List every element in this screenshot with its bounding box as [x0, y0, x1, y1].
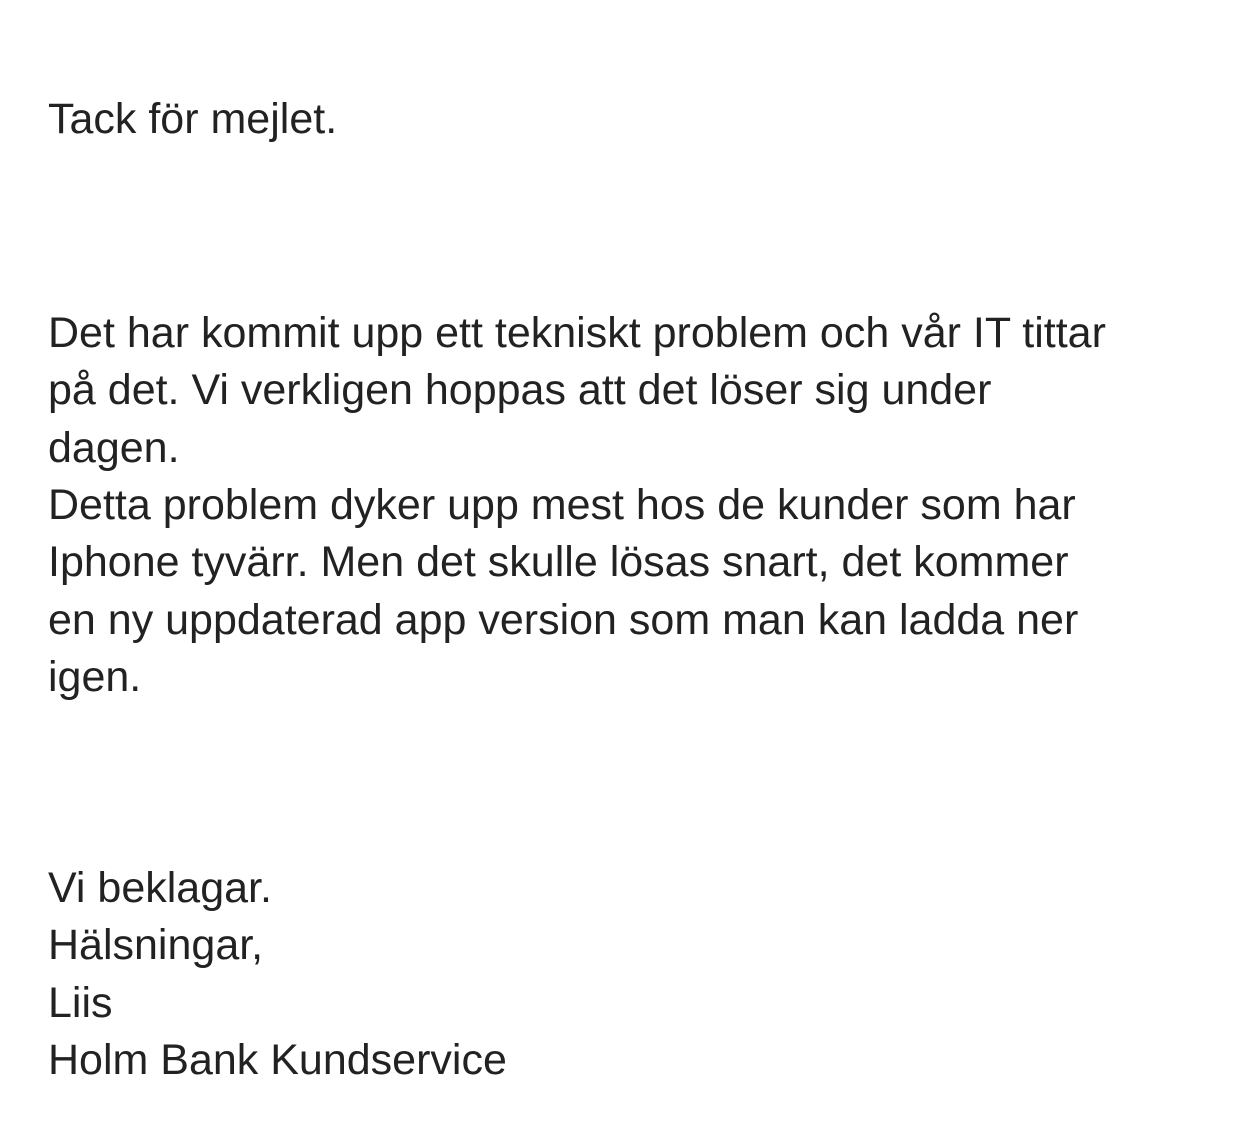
regards-line: Hälsningar, — [48, 921, 264, 970]
sender-organization: Holm Bank Kundservice — [48, 1036, 507, 1085]
greeting-line: Tack för mejlet. — [48, 95, 338, 143]
paragraph-line: igen. — [48, 653, 142, 702]
sender-name: Liis — [48, 978, 113, 1027]
paragraph-line: Iphone tyvärr. Men det skulle lösas snart, det kommer — [48, 538, 1069, 587]
paragraph-line: en ny uppdaterad app version som man kan ladda ner — [48, 595, 1079, 644]
paragraph-technical-problem — [48, 305, 1106, 477]
apology-line: Vi beklagar. — [48, 864, 272, 912]
paragraph-line: dagen. — [48, 423, 180, 472]
paragraph-line: Detta problem dyker upp mest hos de kunder som har — [48, 481, 1076, 529]
signature-block — [48, 860, 507, 1090]
paragraph-line: Det har kommit upp ett tekniskt problem och vår IT tittar — [48, 309, 1106, 357]
paragraph-iphone-issue — [48, 477, 1078, 707]
paragraph-line: på det. Vi verkligen hoppas att det löser sig under — [48, 366, 992, 415]
